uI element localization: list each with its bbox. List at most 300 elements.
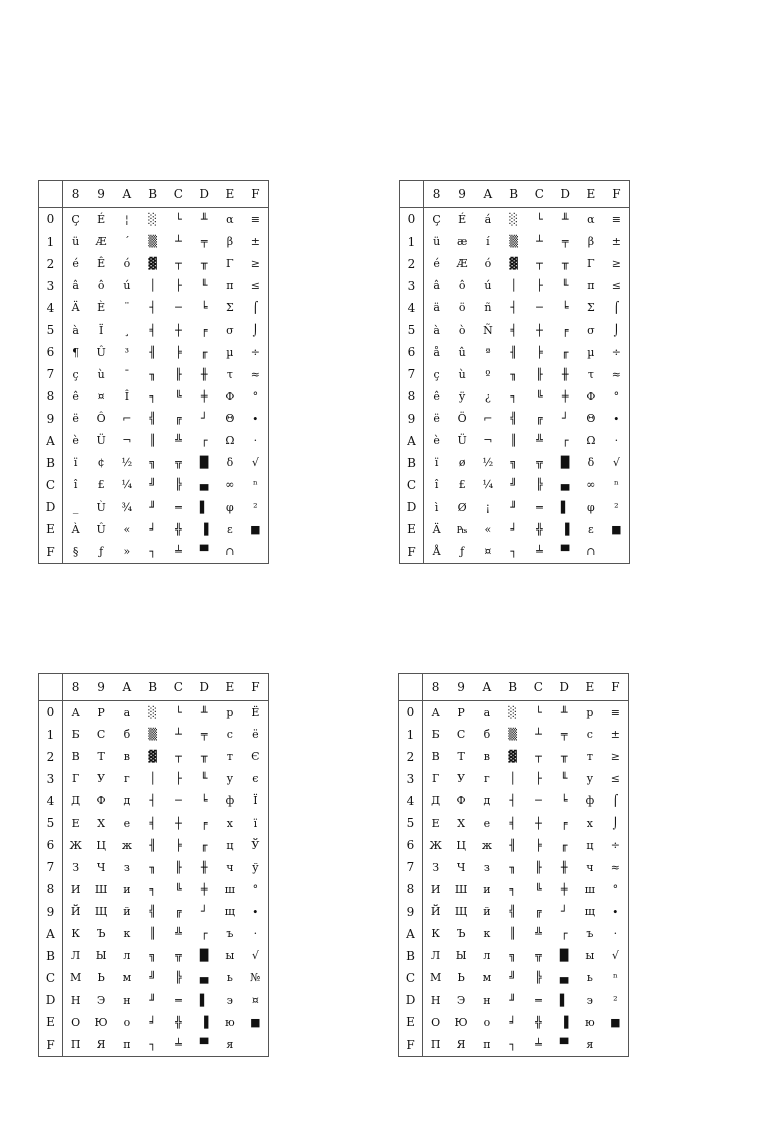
glyph-cell: й bbox=[483, 905, 491, 919]
glyph-cell: ╕ bbox=[509, 882, 516, 896]
glyph-cell: ё bbox=[252, 728, 259, 742]
table-row bbox=[400, 275, 630, 297]
glyph-cell: И bbox=[430, 882, 441, 896]
glyph-cell bbox=[604, 540, 630, 563]
glyph-cell: ╠ bbox=[175, 971, 182, 985]
table-row bbox=[400, 518, 630, 540]
row-header: A bbox=[400, 430, 424, 452]
table-row bbox=[39, 474, 269, 496]
glyph-cell: ó bbox=[484, 257, 492, 271]
table-row bbox=[400, 297, 630, 319]
table-row bbox=[39, 518, 269, 540]
glyph-cell: ⁿ bbox=[252, 478, 258, 492]
glyph-cell: ¿ bbox=[484, 389, 491, 403]
glyph-cell: · bbox=[614, 434, 619, 448]
glyph-cell: ë bbox=[72, 412, 79, 426]
glyph-cell: ú bbox=[123, 279, 131, 293]
glyph-cell: Д bbox=[431, 794, 441, 808]
glyph-cell: ╖ bbox=[149, 367, 156, 381]
column-header: 9 bbox=[88, 181, 114, 208]
glyph-cell: ¼ bbox=[121, 478, 133, 492]
glyph-cell: É bbox=[458, 212, 467, 226]
column-header: D bbox=[191, 674, 217, 701]
column-header: E bbox=[217, 181, 243, 208]
glyph-cell: ╒ bbox=[200, 323, 208, 337]
glyph-cell: ▒ bbox=[508, 728, 517, 742]
glyph-cell: ¾ bbox=[121, 500, 133, 514]
table-row bbox=[39, 297, 269, 319]
glyph-cell: б bbox=[123, 728, 131, 742]
glyph-cell: ┘ bbox=[561, 412, 569, 426]
glyph-cell: Е bbox=[71, 816, 80, 830]
glyph-cell: ╩ bbox=[175, 434, 182, 448]
glyph-cell: Û bbox=[96, 522, 106, 536]
glyph-cell: ф bbox=[585, 794, 595, 808]
glyph-cell: Г bbox=[71, 772, 80, 786]
column-header: 9 bbox=[448, 674, 474, 701]
glyph-cell: ¦ bbox=[125, 212, 129, 226]
glyph-cell: à bbox=[72, 323, 79, 337]
glyph-cell: ┌ bbox=[200, 434, 208, 448]
glyph-cell: ▄ bbox=[559, 971, 569, 985]
glyph-cell: ш bbox=[584, 882, 595, 896]
table-row bbox=[400, 408, 630, 430]
glyph-cell: ╛ bbox=[509, 1015, 516, 1029]
glyph-cell: э bbox=[586, 993, 593, 1007]
glyph-cell: ═ bbox=[536, 500, 543, 514]
column-header: A bbox=[114, 181, 140, 208]
glyph-cell: ─ bbox=[536, 301, 543, 315]
glyph-cell: ╣ bbox=[149, 905, 156, 919]
glyph-cell: о bbox=[483, 1015, 491, 1029]
row-header: 7 bbox=[399, 856, 423, 878]
table-row bbox=[399, 945, 629, 967]
glyph-cell: Щ bbox=[94, 905, 108, 919]
column-header: 8 bbox=[63, 674, 89, 701]
glyph-cell: ■ bbox=[250, 1015, 261, 1029]
column-header: B bbox=[501, 181, 527, 208]
glyph-cell: ⌡ bbox=[252, 323, 259, 337]
glyph-cell: ▀ bbox=[560, 545, 570, 559]
table-row bbox=[399, 901, 629, 923]
glyph-cell: ë bbox=[433, 412, 440, 426]
glyph-cell: ┐ bbox=[149, 1038, 156, 1052]
table-row bbox=[399, 967, 629, 989]
table-row bbox=[399, 878, 629, 900]
glyph-cell: ║ bbox=[149, 927, 156, 941]
glyph-cell: л bbox=[483, 949, 491, 963]
glyph-cell: ┤ bbox=[149, 301, 156, 315]
glyph-cell: ° bbox=[613, 389, 620, 403]
glyph-cell: ┌ bbox=[560, 927, 568, 941]
row-header: 8 bbox=[39, 385, 63, 407]
glyph-cell: ░ bbox=[508, 705, 517, 719]
glyph-cell: ÷ bbox=[250, 345, 260, 359]
glyph-cell: ■ bbox=[610, 1015, 621, 1029]
glyph-cell: ├ bbox=[175, 279, 182, 293]
glyph-cell: · bbox=[253, 927, 258, 941]
glyph-cell: ъ bbox=[226, 927, 234, 941]
glyph-cell: ▐ bbox=[560, 522, 570, 536]
code-page-table-2 bbox=[399, 180, 630, 564]
glyph-cell: ─ bbox=[535, 794, 542, 808]
glyph-cell: Щ bbox=[454, 905, 468, 919]
table-row bbox=[39, 341, 269, 363]
table-row bbox=[399, 923, 629, 945]
glyph-cell: ─ bbox=[175, 301, 182, 315]
glyph-cell: β bbox=[587, 235, 595, 249]
glyph-cell: Ø bbox=[457, 500, 467, 514]
glyph-cell: ┤ bbox=[510, 301, 517, 315]
glyph-cell: з bbox=[483, 860, 490, 874]
glyph-cell: └ bbox=[536, 212, 543, 226]
glyph-cell: │ bbox=[509, 772, 516, 786]
glyph-cell: Ы bbox=[455, 949, 467, 963]
row-header: A bbox=[39, 430, 63, 452]
glyph-cell: √ bbox=[251, 949, 259, 963]
glyph-cell: Ω bbox=[586, 434, 596, 448]
row-header: 1 bbox=[39, 231, 63, 253]
glyph-cell: ∩ bbox=[225, 545, 235, 559]
glyph-cell: ╟ bbox=[535, 860, 542, 874]
glyph-cell: ¤ bbox=[484, 545, 492, 559]
glyph-cell: Ù bbox=[96, 500, 106, 514]
glyph-cell: ╫ bbox=[200, 367, 208, 381]
glyph-cell: ╘ bbox=[200, 794, 208, 808]
glyph-cell: Э bbox=[96, 993, 106, 1007]
glyph-cell: ╒ bbox=[560, 816, 568, 830]
table-row bbox=[39, 408, 269, 430]
glyph-cell: Д bbox=[71, 794, 81, 808]
glyph-cell: и bbox=[483, 882, 491, 896]
glyph-cell: Æ bbox=[456, 257, 468, 271]
glyph-cell: ╬ bbox=[175, 1015, 182, 1029]
table-row bbox=[39, 540, 269, 563]
row-header: 8 bbox=[39, 878, 63, 900]
glyph-cell: ₧ bbox=[456, 522, 468, 536]
table-row bbox=[399, 768, 629, 790]
glyph-cell: Ъ bbox=[456, 927, 466, 941]
glyph-cell: È bbox=[97, 301, 106, 315]
row-header: 5 bbox=[400, 319, 424, 341]
glyph-cell: ┼ bbox=[175, 323, 182, 337]
glyph-cell: ═ bbox=[175, 500, 182, 514]
glyph-cell: § bbox=[72, 545, 79, 559]
glyph-cell: █ bbox=[199, 949, 209, 963]
glyph-cell: ∙ bbox=[613, 412, 620, 426]
row-header: D bbox=[400, 496, 424, 518]
glyph-cell: м bbox=[122, 971, 132, 985]
row-header: C bbox=[39, 967, 63, 989]
glyph-cell: Ш bbox=[94, 882, 108, 896]
row-header: 0 bbox=[39, 208, 63, 231]
glyph-cell: Ï bbox=[98, 323, 104, 337]
glyph-cell: Û bbox=[96, 345, 106, 359]
glyph-cell: ╜ bbox=[149, 500, 156, 514]
glyph-cell: │ bbox=[510, 279, 517, 293]
glyph-cell: ² bbox=[614, 500, 619, 514]
table-row bbox=[39, 319, 269, 341]
glyph-cell: ┬ bbox=[175, 257, 182, 271]
glyph-cell: Ç bbox=[71, 212, 80, 226]
glyph-cell: Ñ bbox=[483, 323, 493, 337]
glyph-cell: ⁿ bbox=[613, 478, 619, 492]
glyph-cell: ъ bbox=[586, 927, 594, 941]
glyph-cell: ╨ bbox=[200, 705, 208, 719]
glyph-cell: Я bbox=[96, 1038, 106, 1052]
row-header: F bbox=[39, 1033, 63, 1056]
glyph-cell: Н bbox=[430, 993, 441, 1007]
glyph-cell: ╬ bbox=[536, 522, 543, 536]
glyph-cell: ε bbox=[227, 522, 233, 536]
glyph-cell: ╕ bbox=[510, 389, 517, 403]
glyph-cell: г bbox=[483, 772, 490, 786]
table-row bbox=[39, 923, 269, 945]
glyph-cell: α bbox=[226, 212, 234, 226]
glyph-cell: ç bbox=[72, 367, 79, 381]
glyph-cell: φ bbox=[226, 500, 234, 514]
table-row bbox=[400, 452, 630, 474]
column-header: C bbox=[527, 181, 553, 208]
glyph-cell: М bbox=[69, 971, 82, 985]
glyph-cell: Ч bbox=[456, 860, 466, 874]
glyph-cell: п bbox=[123, 1038, 131, 1052]
glyph-cell: О bbox=[71, 1015, 81, 1029]
glyph-cell: щ bbox=[584, 905, 595, 919]
header-row bbox=[399, 674, 629, 701]
glyph-cell: л bbox=[123, 949, 131, 963]
glyph-cell: ╙ bbox=[200, 279, 208, 293]
glyph-cell: О bbox=[431, 1015, 441, 1029]
glyph-cell: ы bbox=[225, 949, 235, 963]
table-row bbox=[39, 878, 269, 900]
glyph-cell: г bbox=[123, 772, 130, 786]
column-header: 8 bbox=[424, 181, 450, 208]
row-header: 1 bbox=[39, 724, 63, 746]
column-header: E bbox=[217, 674, 243, 701]
row-header: 2 bbox=[39, 253, 63, 275]
glyph-cell: ╛ bbox=[149, 1015, 156, 1029]
glyph-cell: Б bbox=[71, 728, 80, 742]
row-header: 9 bbox=[399, 901, 423, 923]
glyph-cell: ╦ bbox=[175, 949, 182, 963]
table-row bbox=[399, 812, 629, 834]
glyph-cell: Î bbox=[124, 389, 130, 403]
glyph-cell: ╦ bbox=[536, 456, 543, 470]
glyph-cell: ▓ bbox=[148, 257, 157, 271]
glyph-cell: ╤ bbox=[561, 235, 569, 249]
glyph-cell: ╩ bbox=[535, 927, 542, 941]
glyph-cell: Н bbox=[70, 993, 81, 1007]
glyph-cell: ╚ bbox=[536, 389, 543, 403]
glyph-cell: è bbox=[72, 434, 79, 448]
glyph-cell: ╓ bbox=[560, 838, 568, 852]
row-header: E bbox=[400, 518, 424, 540]
glyph-cell: А bbox=[431, 705, 440, 719]
glyph-cell: ∩ bbox=[586, 545, 596, 559]
glyph-cell: Ü bbox=[96, 434, 106, 448]
glyph-cell: ▄ bbox=[199, 971, 209, 985]
glyph-cell: º bbox=[485, 367, 491, 381]
glyph-cell: σ bbox=[226, 323, 234, 337]
glyph-cell: В bbox=[431, 750, 440, 764]
glyph-cell: ≈ bbox=[611, 367, 621, 381]
glyph-cell: Л bbox=[71, 949, 81, 963]
glyph-cell: τ bbox=[587, 367, 594, 381]
glyph-cell: φ bbox=[587, 500, 595, 514]
glyph-cell: Ê bbox=[97, 257, 106, 271]
glyph-cell: √ bbox=[251, 456, 259, 470]
glyph-cell: ╜ bbox=[149, 993, 156, 1007]
glyph-cell: ≈ bbox=[610, 860, 620, 874]
glyph-cell: ≡ bbox=[250, 212, 260, 226]
table-row bbox=[39, 812, 269, 834]
column-header: A bbox=[474, 674, 500, 701]
glyph-cell: ü bbox=[72, 235, 80, 249]
glyph-cell: Ы bbox=[95, 949, 107, 963]
glyph-cell: ñ bbox=[484, 301, 492, 315]
table-row bbox=[400, 496, 630, 518]
glyph-cell: ÷ bbox=[610, 838, 620, 852]
glyph-cell: ⌠ bbox=[613, 301, 620, 315]
glyph-cell: ц bbox=[586, 838, 594, 852]
glyph-cell: µ bbox=[226, 345, 234, 359]
glyph-cell: ╩ bbox=[536, 434, 543, 448]
glyph-cell: ■ bbox=[611, 522, 622, 536]
glyph-cell: м bbox=[482, 971, 492, 985]
glyph-cell: ╣ bbox=[509, 905, 516, 919]
glyph-cell: á bbox=[484, 212, 492, 226]
glyph-cell: К bbox=[431, 927, 440, 941]
glyph-cell: ≤ bbox=[610, 772, 620, 786]
row-header: 4 bbox=[399, 790, 423, 812]
glyph-cell: æ bbox=[456, 235, 468, 249]
glyph-cell: â bbox=[72, 279, 79, 293]
glyph-cell: ╬ bbox=[535, 1015, 542, 1029]
glyph-cell: ╔ bbox=[536, 412, 543, 426]
glyph-cell: ╚ bbox=[175, 389, 182, 403]
glyph-cell: х bbox=[226, 816, 233, 830]
glyph-cell: Ç bbox=[432, 212, 441, 226]
glyph-cell: ┌ bbox=[561, 434, 569, 448]
glyph-cell: ╙ bbox=[561, 279, 569, 293]
glyph-cell: ú bbox=[484, 279, 492, 293]
glyph-cell: ▄ bbox=[560, 478, 570, 492]
glyph-cell: А bbox=[71, 705, 80, 719]
glyph-cell: τ bbox=[226, 367, 233, 381]
glyph-cell: ┬ bbox=[535, 750, 542, 764]
glyph-cell: ¨ bbox=[124, 301, 130, 315]
glyph-cell: С bbox=[96, 728, 106, 742]
glyph-cell: ≤ bbox=[611, 279, 621, 293]
glyph-cell: ≤ bbox=[250, 279, 260, 293]
glyph-cell: ³ bbox=[124, 345, 130, 359]
glyph-cell: ╠ bbox=[175, 478, 182, 492]
glyph-cell: ╪ bbox=[560, 882, 568, 896]
glyph-cell: π bbox=[226, 279, 234, 293]
glyph-cell: ≈ bbox=[250, 367, 260, 381]
glyph-cell: ± bbox=[250, 235, 260, 249]
glyph-cell: ц bbox=[226, 838, 234, 852]
table-row bbox=[39, 724, 269, 746]
column-header: F bbox=[243, 674, 269, 701]
glyph-cell: ¸ bbox=[124, 323, 130, 337]
glyph-cell: ╗ bbox=[509, 949, 516, 963]
row-header: F bbox=[399, 1033, 423, 1056]
glyph-cell: ╠ bbox=[536, 478, 543, 492]
glyph-cell: ⌐ bbox=[122, 412, 132, 426]
table-row bbox=[39, 967, 269, 989]
table-row bbox=[39, 231, 269, 253]
glyph-cell: Ю bbox=[94, 1015, 108, 1029]
column-header: F bbox=[603, 674, 629, 701]
glyph-cell: Ё bbox=[251, 705, 260, 719]
glyph-cell: т bbox=[586, 750, 593, 764]
glyph-cell: ╡ bbox=[509, 816, 516, 830]
column-header: C bbox=[526, 674, 552, 701]
glyph-cell: ж bbox=[481, 838, 492, 852]
glyph-cell: ▌ bbox=[559, 993, 569, 1007]
glyph-cell: ╪ bbox=[200, 389, 208, 403]
glyph-cell: ╧ bbox=[535, 1038, 542, 1052]
glyph-cell: ╔ bbox=[535, 905, 542, 919]
glyph-cell: ä bbox=[433, 301, 440, 315]
glyph-cell: Ü bbox=[457, 434, 467, 448]
glyph-cell: α bbox=[587, 212, 595, 226]
glyph-cell: Æ bbox=[95, 235, 107, 249]
table-row bbox=[39, 856, 269, 878]
glyph-cell: å bbox=[433, 345, 440, 359]
glyph-cell: ¡ bbox=[485, 500, 491, 514]
column-header: 9 bbox=[449, 181, 475, 208]
glyph-cell: е bbox=[483, 816, 491, 830]
glyph-cell: ў bbox=[252, 860, 259, 874]
column-header: 8 bbox=[63, 181, 89, 208]
row-header: 4 bbox=[400, 297, 424, 319]
glyph-cell: Θ bbox=[225, 412, 235, 426]
glyph-cell: ╒ bbox=[200, 816, 208, 830]
glyph-cell: ï bbox=[434, 456, 439, 470]
row-header: 6 bbox=[400, 341, 424, 363]
glyph-cell: é bbox=[433, 257, 440, 271]
glyph-cell: ∞ bbox=[225, 478, 235, 492]
glyph-cell: ∙ bbox=[612, 905, 619, 919]
table-row bbox=[400, 208, 630, 231]
table-row bbox=[39, 901, 269, 923]
glyph-cell: ├ bbox=[536, 279, 543, 293]
glyph-cell: и bbox=[123, 882, 131, 896]
glyph-cell: з bbox=[123, 860, 130, 874]
glyph-cell: ô bbox=[458, 279, 466, 293]
glyph-cell: à bbox=[433, 323, 440, 337]
glyph-cell: ╘ bbox=[560, 794, 568, 808]
table-row bbox=[400, 319, 630, 341]
glyph-cell: î bbox=[434, 478, 439, 492]
table-row bbox=[400, 430, 630, 452]
glyph-cell: ░ bbox=[509, 212, 518, 226]
glyph-cell: в bbox=[483, 750, 490, 764]
glyph-cell: ╙ bbox=[560, 772, 568, 786]
row-header: F bbox=[39, 540, 63, 563]
glyph-cell: ê bbox=[433, 389, 440, 403]
glyph-cell: ╢ bbox=[509, 838, 516, 852]
table-row bbox=[399, 724, 629, 746]
glyph-cell: У bbox=[457, 772, 466, 786]
table-row bbox=[39, 253, 269, 275]
glyph-cell: σ bbox=[587, 323, 595, 337]
glyph-cell: Э bbox=[456, 993, 466, 1007]
glyph-cell: П bbox=[70, 1038, 81, 1052]
